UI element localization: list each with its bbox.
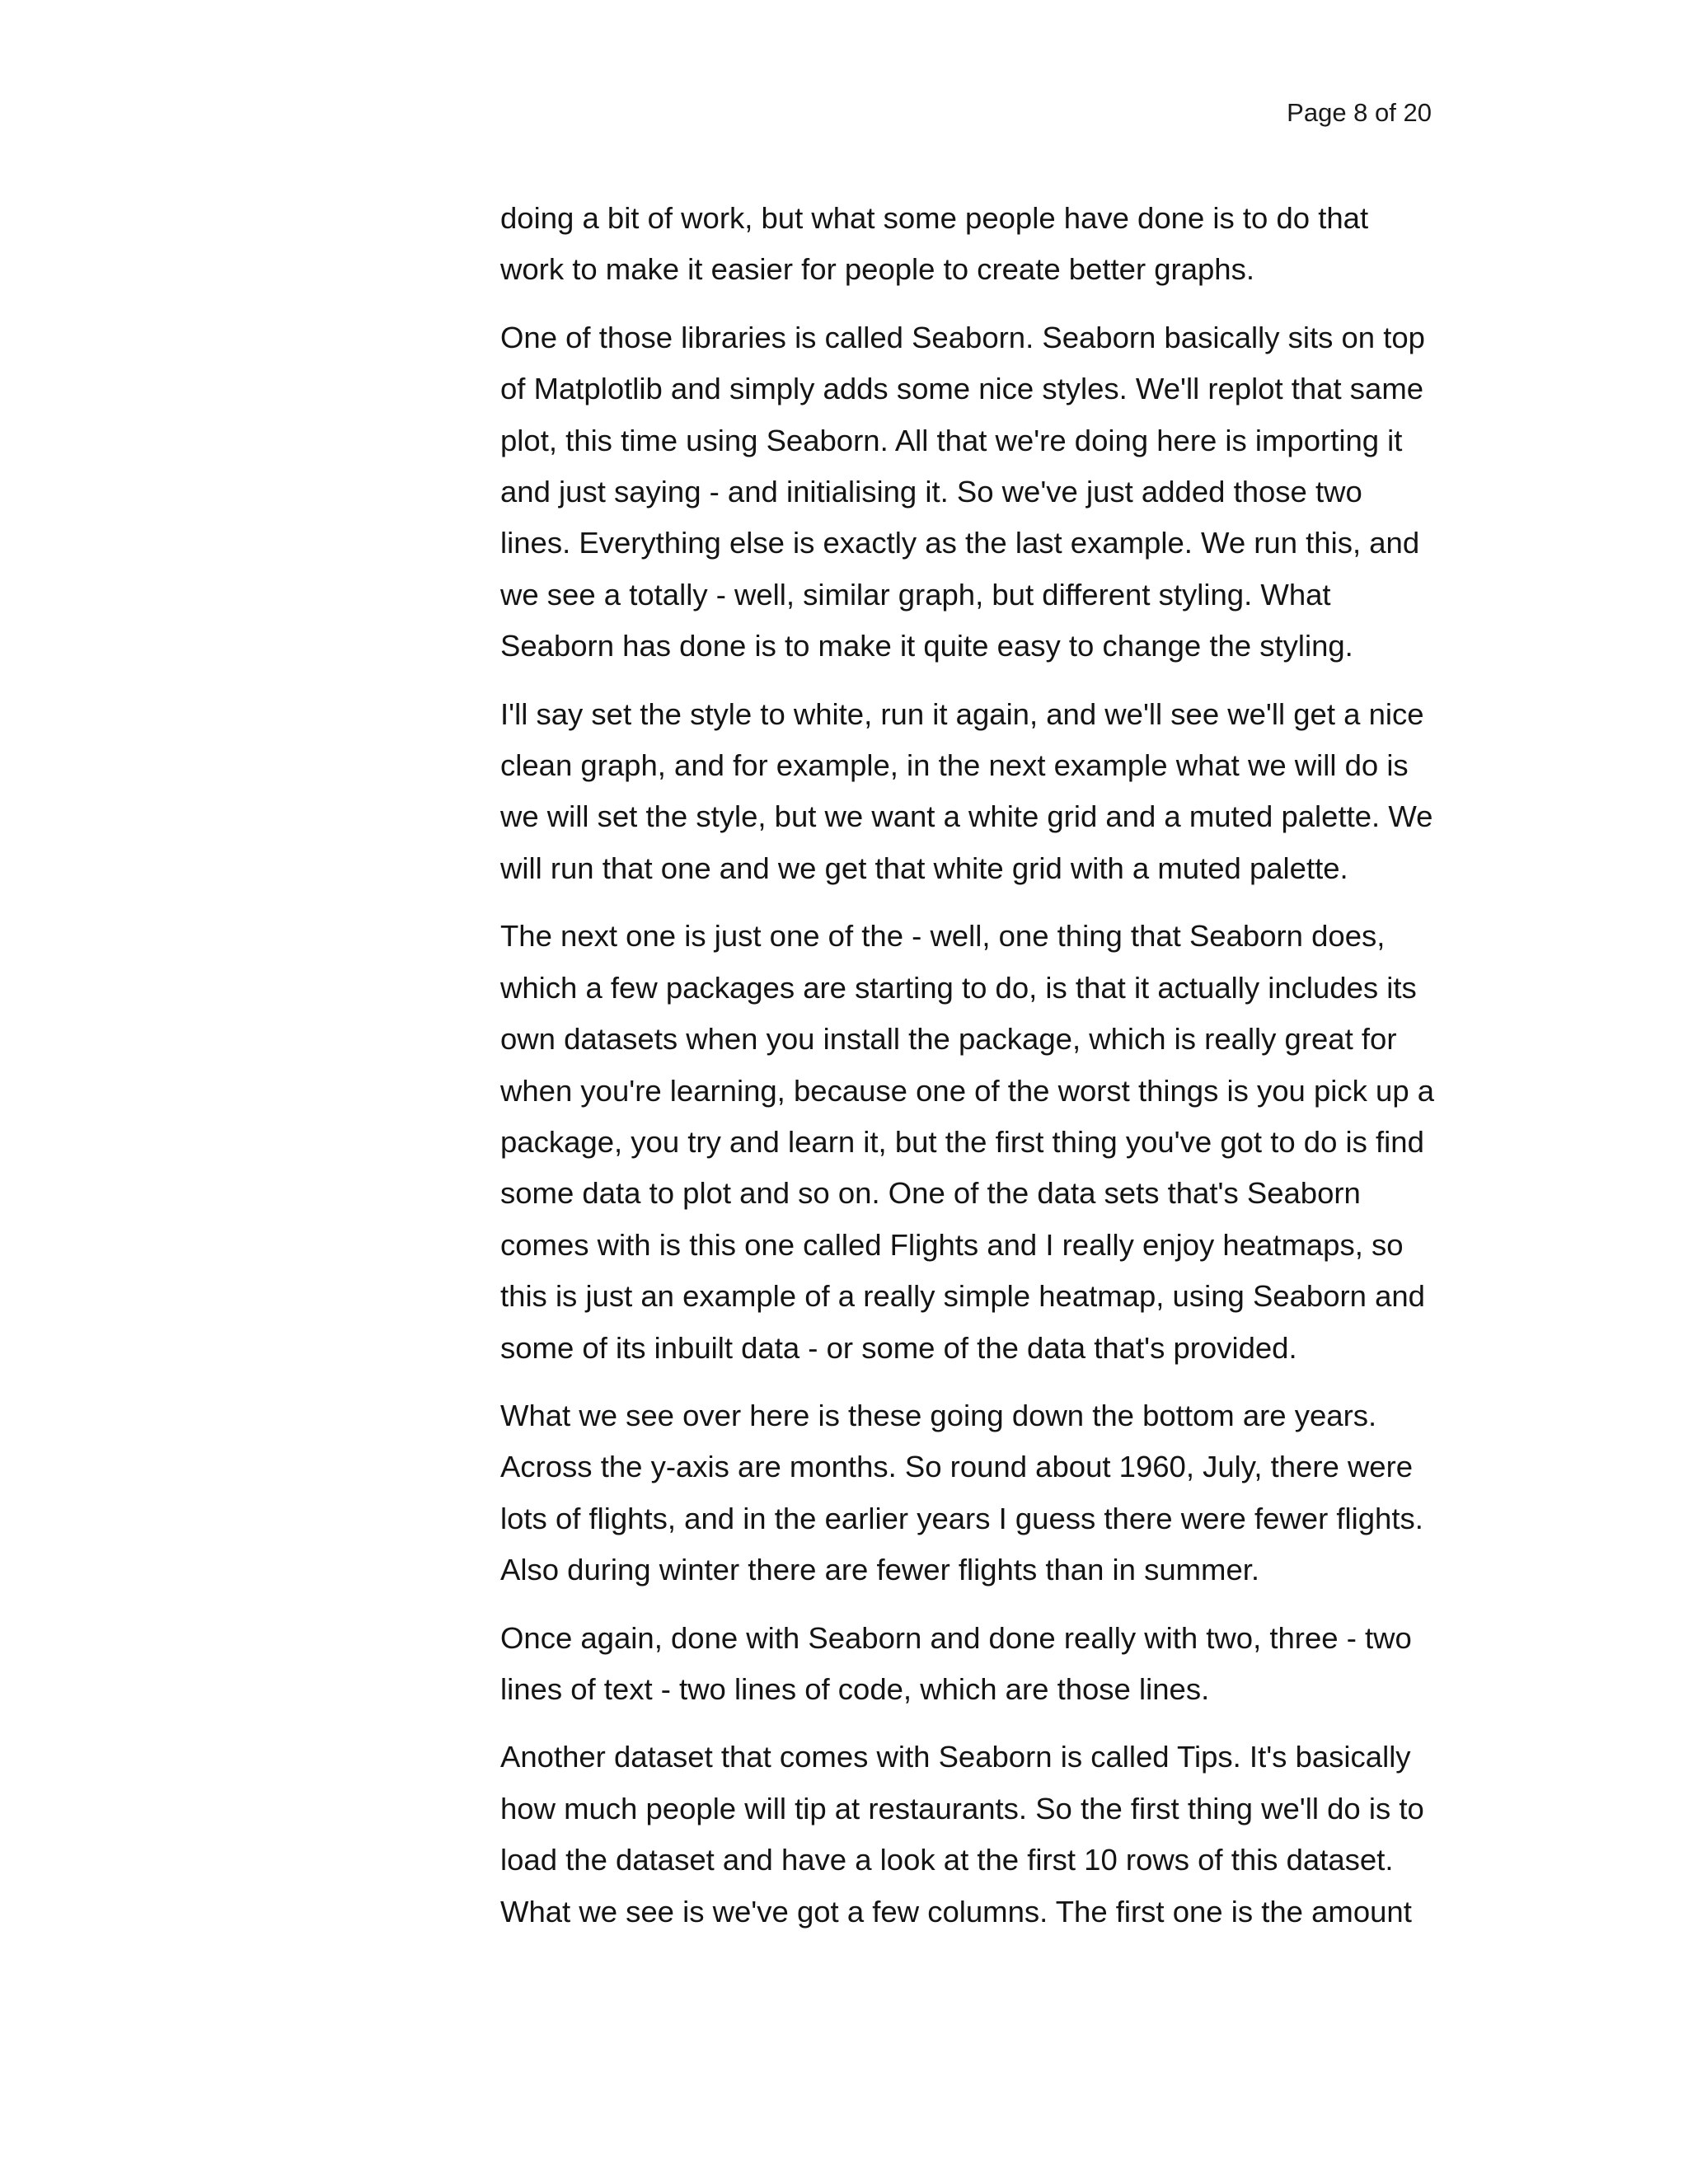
paragraph-3: I'll say set the style to white, run it again, and we'll see we'll get a nice clean graph, and for example, in the next example what we will do is we will set the style, but we want a white grid and a muted palette. We will run that one and we get that white grid with a muted palette. (500, 696, 1433, 885)
paragraph-5: What we see over here is these going down the bottom are years. Across the y-axis are months. So round about 1960, July, there were lots of flights, and in the earlier years I guess there were fewer flights. Also during winter there are fewer flights than in summer. (500, 1398, 1423, 1587)
paragraph-7: Another dataset that comes with Seaborn is called Tips. It's basically how much people will tip at restaurants. So the first thing we'll do is to load the dataset and have a look at the first 10 rows of this dataset. What we see is we've got a few columns. The first one is the amount (500, 1740, 1424, 1929)
page-number: Page 8 of 20 (1287, 98, 1432, 127)
paragraph-6: Once again, done with Seaborn and done really with two, three - two lines of text - two lines of code, which are those lines. (500, 1620, 1412, 1706)
paragraph-1: doing a bit of work, but what some people have done is to do that work to make it easier for people to create better graphs. (500, 201, 1369, 287)
paragraph-4: The next one is just one of the - well, one thing that Seaborn does, which a few packages are starting to do, is that it actually includes its own datasets when you install the package, which is really great for when you're learning, because one of the worst things is you pick up a package, you try and learn it, but the first thing you've got to do is find some data to plot and so on. One of the data sets that's Seaborn comes with is this one called Flights and I really enjoy heatmaps, so this is just an example of a really simple heatmap, using Seaborn and some of its inbuilt data - or some of the data that's provided. (500, 919, 1435, 1365)
paragraph-2: One of those libraries is called Seaborn. Seaborn basically sits on top of Matplotlib and simply adds some nice styles. We'll replot that same plot, this time using Seaborn. All that we're doing here is importing it and just saying - and initialising it. So we've just added those two lines. Everything else is exactly as the last example. We run this, and we see a totally - well, similar graph, but different styling. What Seaborn has done is to make it quite easy to change the styling. (500, 320, 1425, 663)
document-body (500, 193, 1440, 1954)
